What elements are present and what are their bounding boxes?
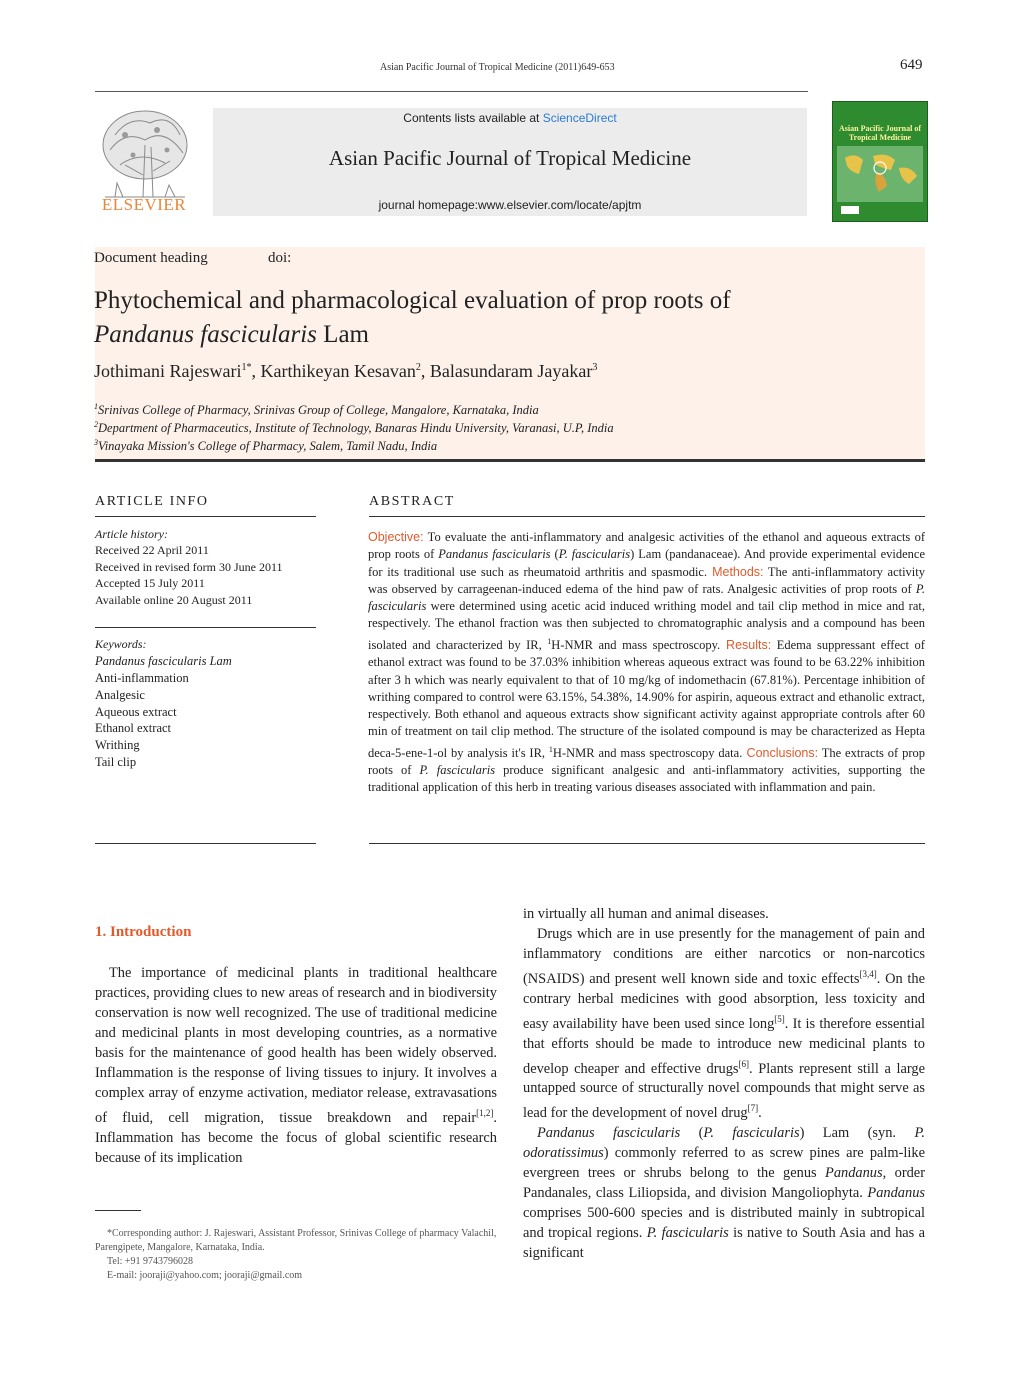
affiliation-mark: 3 [94,438,98,447]
text-segment: comprises 500-600 species and is distributed mainly in subtropical and tropical regions. [523,1205,925,1242]
author-name: Balasundaram Jayakar [429,361,593,381]
abstract-segment: produce significant analgesic and anti-inflammatory activities, supporting the traditional application of this herb in treating various diseases associated with inflammation and pain. [368,763,926,795]
affiliation-mark: 2 [94,420,98,429]
abstract-segment: Edema suppressant effect of ethanol extract was found to be 37.03% inhibition whereas aqueous extract was found to be 63.22% inhibition after 3 h which was nearly equivalent to that of 10 mg/kg of indomethacin (67.81%). Percentage inhibition of writhing compared to control were 63.15%, 54.38%, 14.90% for aspirin, aqueous extract and ethanolic extract, respectively. Both ethanol and aqueous extracts show significant activity against appropriate controls after 60 min of treatment on tail clip method. The structure of the isolated compound is may be characterized as Hepta deca-5-ene-1-ol by analysis it's IR, [368,637,925,760]
footnote-rule [95,1210,141,1211]
keyword: Anti-inflammation [95,671,189,685]
species-name: Pandanus [825,1165,883,1182]
elsevier-logo [95,105,193,217]
elsevier-wordmark: ELSEVIER [101,195,187,214]
abstract-rule [369,843,925,844]
footnote [95,1227,497,1283]
text-segment: . Plants represent still a large untapped source of structurally novel compounds that might serve as lead for the development of novel drug [523,1060,926,1122]
text-segment: Drugs which are in use presently for the management of pain and inflammatory conditions are either narcotics or non-narcotics (NSAIDS) and present well known side and toxic effects [523,926,925,987]
abstract-text [368,529,925,797]
body-paragraph: in virtually all human and animal diseases. [523,906,769,922]
text-segment: ) commonly referred to as screw pines are palm-like evergreen trees or shrubs belong to the genus [523,1145,925,1182]
document-heading: Document heading [94,250,208,266]
author-affiliation-mark: 2 [415,362,421,373]
text-segment: . [758,1105,762,1122]
abstract-segment: H-NMR and mass spectroscopy data. [552,745,743,760]
affiliation [94,420,614,436]
article-info-rule [95,627,316,628]
footnote-email[interactable]: E-mail: jooraji@yahoo.com; jooraji@gmail.com [107,1270,303,1281]
citation-link[interactable]: [5] [774,1013,785,1024]
contents-line [213,111,807,125]
history-item: Available online 20 August 2011 [95,593,253,607]
author-affiliation-mark: 1* [241,362,252,373]
doi-label: doi: [268,250,292,266]
methods-label: Methods: [707,564,764,579]
text-segment: is native to South Asia and has a significant [523,1225,925,1262]
text-segment: . Inflammation has become the focus of global scientific research because of its implication [95,1109,497,1166]
title-line-1: Phytochemical and pharmacological evaluation of prop roots of [94,287,731,314]
species-name: Pandanus fascicularis [537,1125,681,1142]
text-segment: . On the contrary herbal medicines with good absorption, less toxicity and easy availability have been used since long [523,970,925,1032]
text-segment: ) Lam (syn. [799,1125,915,1142]
keyword: Tail clip [95,755,137,769]
sciencedirect-link[interactable]: ScienceDirect [542,111,617,125]
species-name: P. odoratissimus [523,1125,925,1162]
page-number: 649 [900,57,923,73]
keywords-label: Keywords: [95,637,147,651]
affiliation-text: Vinayaka Mission's College of Pharmacy, Salem, Tamil Nadu, India [98,439,438,454]
journal-homepage[interactable]: journal homepage:www.elsevier.com/locate/apjtm [378,198,642,212]
abstract-species: P. fascicularis [419,763,496,778]
abstract-segment: H-NMR and mass spectroscopy. [551,637,721,652]
species-name: P. fascicularis [703,1125,800,1142]
species-name: P. fascicularis [646,1225,729,1242]
article-info-heading: ARTICLE INFO [95,494,209,509]
keyword: Pandanus fascicularis Lam [95,654,232,668]
affiliation [94,402,539,418]
paper-title [94,284,914,352]
abstract-segment: ( [550,547,559,562]
journal-name: Asian Pacific Journal of Tropical Medicine [328,146,692,170]
cover-title: Asian Pacific Journal of Tropical Medicine [839,124,921,142]
text-segment: , order Pandanales, class Liliopsida, and division Mangoliophyta. [523,1165,925,1202]
body-paragraph [523,924,925,1123]
abstract-species: P. fascicularis [558,547,631,562]
affiliation-text: Srinivas College of Pharmacy, Srinivas Group of College, Mangalore, Karnataka, India [98,403,539,418]
history-item: Accepted 15 July 2011 [95,576,205,590]
results-label: Results: [720,637,772,652]
history-item: Received 22 April 2011 [95,543,209,557]
citation-link[interactable]: [3,4] [859,969,877,979]
body-column-right [523,904,925,1263]
species-name: Pandanus [867,1185,925,1202]
text-segment: The importance of medicinal plants in traditional healthcare practices, providing clues to new areas of research and in biodiversity conservation is now well recognized. The use of traditional medicine and medicinal plants in most developing countries, as a normative basis for the maintenance of good health has been widely observed. Inflammation is the response of living tissues to injury. It involves a complex array of enzyme activation, mediator release, extravasations of fluid, cell migration, tissue breakdown and repair [95,965,497,1126]
section-heading-introduction: 1. Introduction [95,924,192,940]
journal-cover [832,101,928,222]
text-segment: . It is therefore essential that efforts should be made to introduce new medicinal plants to develop cheaper and effective drugs [523,1015,925,1077]
abstract-species: P. fascicularis [368,581,925,614]
keyword: Ethanol extract [95,721,172,735]
citation-link[interactable]: [7] [747,1103,759,1114]
journal-masthead [213,108,807,216]
body-paragraph [523,1123,925,1263]
citation-link[interactable]: [1,2] [476,1108,494,1118]
author-affiliation-mark: 3 [592,362,598,373]
objective-label: Objective: [368,530,424,544]
author-list [94,361,597,382]
abstract-superscript: 1 [548,744,553,754]
text-segment: ( [680,1125,704,1142]
title-species: Pandanus fascicularis [94,321,317,348]
abstract-species: Pandanus fascicularis [438,547,551,562]
conclusions-label: Conclusions: [742,745,819,760]
author-name: Karthikeyan Kesavan [260,361,416,381]
world-map-icon [837,146,923,216]
abstract-segment: The extracts of prop roots of [368,745,925,778]
author-separator: , [420,361,430,381]
keyword: Aqueous extract [95,705,177,719]
abstract-segment: ) Lam (pandanaceae). And provide experimental evidence for its traditional use such as rheumatoid arthritis and spasmodic. [368,547,925,579]
footnote-corresponding: *Corresponding author: J. Rajeswari, Assistant Professor, Srinivas College of pharmacy Valachil, Parengipete, Mangalore, Karnataka, India. [95,1228,497,1253]
contents-prefix: Contents lists available at [403,111,543,125]
abstract-segment: The anti-inflammatory activity was observed by carrageenan-induced edema of the hind paw of rats. Analgesic activities of prop roots of [368,564,926,596]
author-name: Jothimani Rajeswari [94,361,242,381]
author-separator: , [251,361,261,381]
abstract-heading: ABSTRACT [369,494,455,509]
abstract-rule [369,516,925,517]
header-rule [95,91,808,92]
article-info-rule [95,516,316,517]
title-rule [95,459,925,462]
citation-link[interactable]: [6] [738,1058,750,1069]
abstract-segment: To evaluate the anti-inflammatory and analgesic activities of the ethanol and aqueous extracts of prop roots of [368,530,925,562]
abstract-superscript: 1 [547,636,552,646]
keyword: Analgesic [95,688,145,702]
body-paragraph [95,963,497,1168]
history-item: Received in revised form 30 June 2011 [95,560,283,574]
abstract-segment: were determined using acetic acid induced writhing model and tail clip method in mice and rat, respectively. The ethanol fraction was then subjected to chromatographic analysis and a compound has been isolated and characterized by IR, [368,599,925,652]
affiliation-mark: 1 [94,402,98,411]
title-suffix: Lam [316,321,369,348]
running-head: Asian Pacific Journal of Tropical Medicine (2011)649-653 [380,62,615,73]
body-column-left [95,963,497,1168]
footnote-tel: Tel: +91 9743796028 [107,1256,194,1267]
affiliation-text: Department of Pharmaceutics, Institute of Technology, Banaras Hindu University, Varanasi, U.P, India [98,421,614,436]
keyword: Writhing [95,738,140,752]
affiliation [94,438,437,454]
history-label: Article history: [95,527,168,541]
article-info-rule [95,843,316,844]
